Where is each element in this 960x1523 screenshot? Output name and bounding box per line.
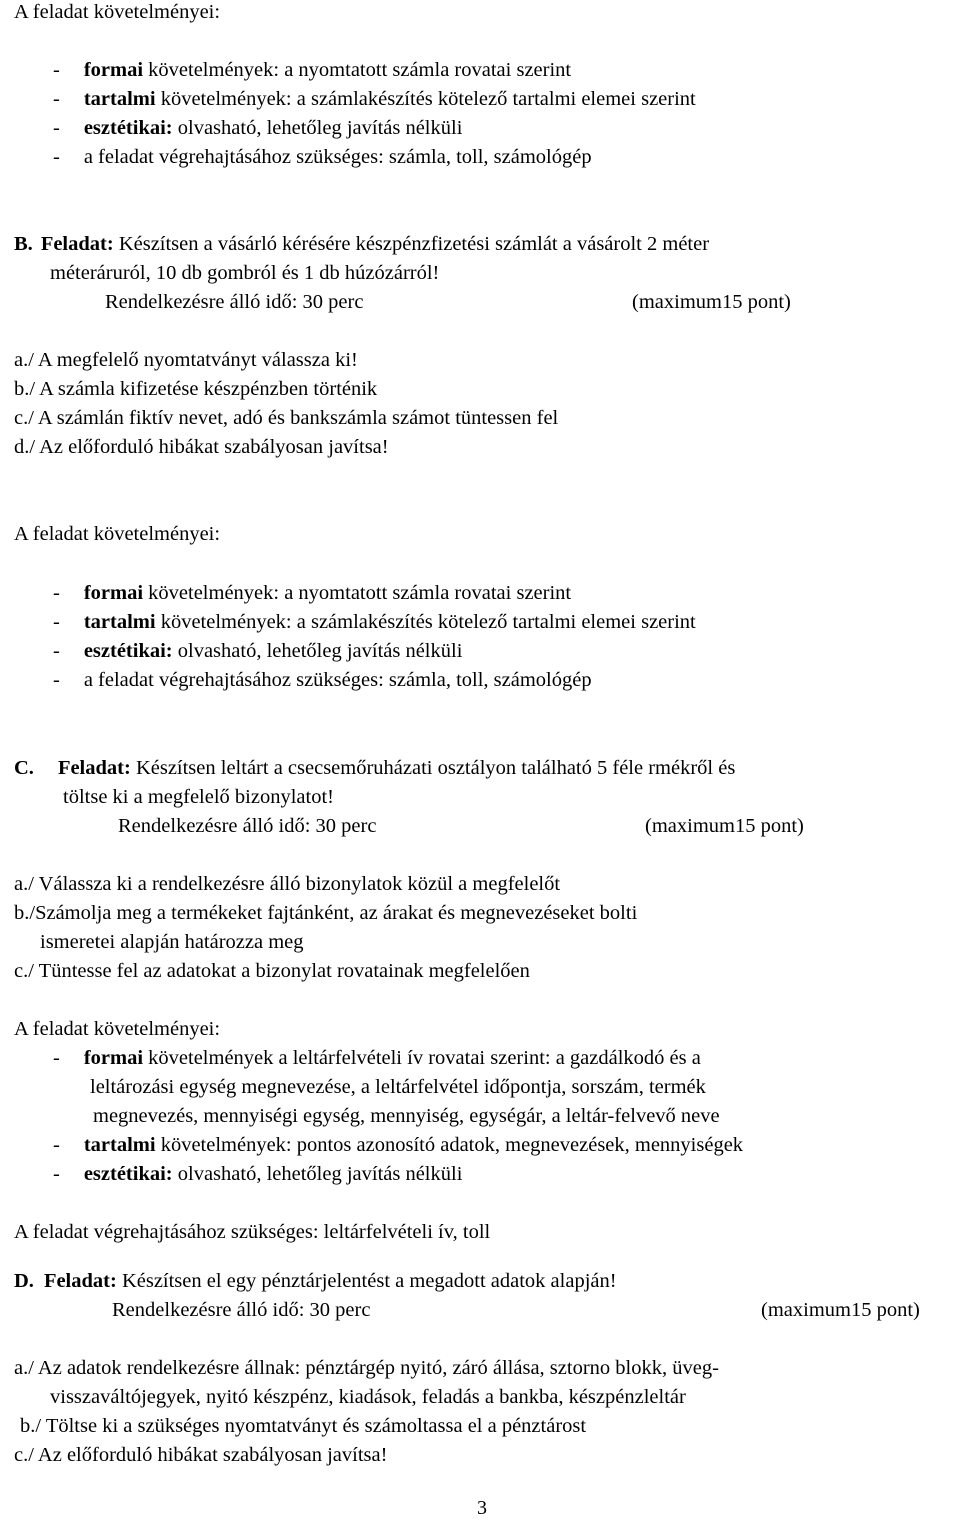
subtask-item: c./ A számlán fiktív nevet, adó és bankszámla számot tüntessen fel bbox=[14, 407, 559, 429]
requirement-item: - tartalmi követelmények: pontos azonosító adatok, megnevezések, mennyiségek bbox=[53, 1134, 744, 1156]
subtask-item: a./ Válassza ki a rendelkezésre álló bizonylatok közül a megfelelőt bbox=[14, 873, 561, 895]
requirement-continuation: leltározási egység megnevezése, a leltárfelvétel időpontja, sorszám, termék bbox=[90, 1076, 706, 1098]
max-points: (maximum15 pont) bbox=[645, 815, 804, 837]
subtask-item: b./ A számla kifizetése készpénzben történik bbox=[14, 378, 378, 400]
requirements-heading: A feladat követelményei: bbox=[14, 1018, 221, 1040]
time-limit: Rendelkezésre álló idő: 30 perc bbox=[118, 815, 377, 837]
subtask-item: b./Számolja meg a termékeket fajtánként, az árakat és megnevezéseket bolti bbox=[14, 902, 638, 924]
subtask-item: b./ Töltse ki a szükséges nyomtatványt és számoltassa el a pénztárost bbox=[20, 1415, 587, 1437]
task-b-line1: B. Feladat: Készítsen a vásárló kérésére készpénzfizetési számlát a vásárolt 2 méter bbox=[14, 233, 710, 255]
task-b-line2: méteráruról, 10 db gombról és 1 db húzózárról! bbox=[50, 262, 440, 284]
requirement-continuation: megnevezés, mennyiségi egység, mennyiség, egységár, a leltár-felvevő neve bbox=[93, 1105, 720, 1127]
requirement-item: - tartalmi követelmények: a számlakészítés kötelező tartalmi elemei szerint bbox=[53, 611, 696, 633]
subtask-item: a./ Az adatok rendelkezésre állnak: pénztárgép nyitó, záró állása, sztorno blokk, üveg- bbox=[14, 1357, 719, 1379]
subtask-item: a./ A megfelelő nyomtatványt válassza ki! bbox=[14, 349, 358, 371]
max-points: (maximum15 pont) bbox=[761, 1299, 920, 1321]
requirements-heading: A feladat követelményei: bbox=[14, 1, 221, 23]
task-c-line1: C. Feladat: Készítsen leltárt a csecsemőruházati osztályon található 5 féle rmékről és bbox=[14, 757, 736, 779]
requirement-item: - a feladat végrehajtásához szükséges: számla, toll, számológép bbox=[53, 146, 592, 168]
requirement-item: - esztétikai: olvasható, lehetőleg javítás nélküli bbox=[53, 1163, 463, 1185]
task-d-line1: D. Feladat: Készítsen el egy pénztárjelentést a megadott adatok alapján! bbox=[14, 1270, 617, 1292]
requirement-item: - esztétikai: olvasható, lehetőleg javítás nélküli bbox=[53, 117, 463, 139]
requirement-item: - formai követelmények a leltárfelvételi ív rovatai szerint: a gazdálkodó és a bbox=[53, 1047, 701, 1069]
requirement-item: - a feladat végrehajtásához szükséges: számla, toll, számológép bbox=[53, 669, 592, 691]
requirement-item: - formai követelmények: a nyomtatott számla rovatai szerint bbox=[53, 59, 572, 81]
max-points: (maximum15 pont) bbox=[632, 291, 791, 313]
page-number: 3 bbox=[477, 1497, 487, 1519]
task-c-line2: töltse ki a megfelelő bizonylatot! bbox=[63, 786, 334, 808]
subtask-item: d./ Az előforduló hibákat szabályosan javítsa! bbox=[14, 436, 389, 458]
subtask-item: c./ Tüntesse fel az adatokat a bizonylat rovatainak megfelelően bbox=[14, 960, 530, 982]
subtask-item: c./ Az előforduló hibákat szabályosan javítsa! bbox=[14, 1444, 388, 1466]
subtask-item: ismeretei alapján határozza meg bbox=[40, 931, 304, 953]
requirement-item: - tartalmi követelmények: a számlakészítés kötelező tartalmi elemei szerint bbox=[53, 88, 696, 110]
requirements-heading: A feladat követelményei: bbox=[14, 523, 221, 545]
requirement-item: - formai követelmények: a nyomtatott számla rovatai szerint bbox=[53, 582, 572, 604]
time-limit: Rendelkezésre álló idő: 30 perc bbox=[112, 1299, 371, 1321]
requirement-item: - esztétikai: olvasható, lehetőleg javítás nélküli bbox=[53, 640, 463, 662]
subtask-item: visszaváltójegyek, nyitó készpénz, kiadások, feladás a bankba, készpénzleltár bbox=[50, 1386, 686, 1408]
required-tools: A feladat végrehajtásához szükséges: leltárfelvételi ív, toll bbox=[14, 1221, 491, 1243]
time-limit: Rendelkezésre álló idő: 30 perc bbox=[105, 291, 364, 313]
